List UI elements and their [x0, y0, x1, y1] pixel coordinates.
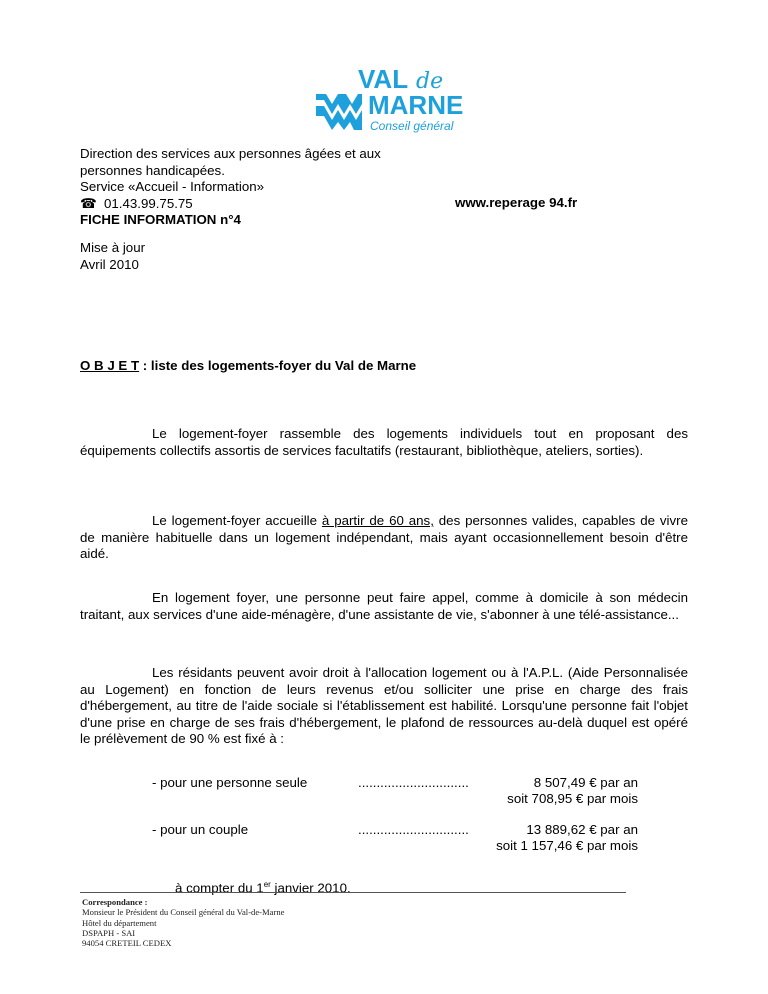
svg-text:Conseil général: Conseil général [370, 119, 454, 133]
paragraph-text: Les résidants peuvent avoir droit à l'allocation logement ou à l'A.P.L. (Aide Personnalisée au Logement) en fonction de leurs revenus et/ou solliciter une prise en charge des frais d'hébergement, au titre de l'aide sociale si l'établissement est habilité. Lorsqu'une personne fait l'objet d'une prise en charge de ses frais d'hébergement, le plafond de ressources au-delà duquel est opéré le prélèvement de 90 % est fixé à : [80, 665, 688, 746]
fiche-number: FICHE INFORMATION n°4 [80, 212, 241, 227]
update-value: Avril 2010 [80, 256, 139, 272]
effective-date [175, 877, 351, 897]
svg-text:MARNE: MARNE [368, 90, 464, 120]
age-requirement: à partir de 60 ans, [321, 513, 434, 528]
ceiling-label: - pour un couple [152, 822, 249, 837]
svg-text:de: de [416, 69, 444, 94]
footer-line: Hôtel du département [82, 917, 157, 928]
paragraph-text: Le logement-foyer rassemble des logements individuels tout en proposant des équipements collectifs assortis de services facultatifs (restaurant, bibliothèque, ateliers, sorties). [80, 426, 688, 458]
header-line: Direction des services aux personnes âgées et aux [80, 146, 381, 161]
ordinal-suffix: er [263, 880, 271, 889]
effective-text: à compter du 1 [175, 880, 264, 896]
paragraph-text: En logement foyer, une personne peut faire appel, comme à domicile à son médecin traitant, aux services d'une aide-ménagère, d'une assistante de vie, s'abonner à une télé-assistance... [80, 590, 688, 622]
update-date [80, 240, 145, 273]
leader-dots: .............................. [358, 822, 469, 837]
leader-dots: .............................. [358, 775, 469, 790]
phone-icon: ☎ [80, 195, 97, 211]
val-de-marne-logo [312, 64, 472, 134]
ceiling-month: soit 1 157,46 € par mois [496, 838, 638, 853]
website-link[interactable]: www.reperage 94.fr [455, 195, 578, 210]
footer-line: Monsieur le Président du Conseil général du Val-de-Marne [82, 907, 285, 918]
ceiling-label: - pour une personne seule [152, 775, 308, 790]
ceiling-month: soit 708,95 € par mois [507, 791, 638, 806]
paragraph [80, 665, 688, 748]
ceiling-year: 13 889,62 € par an [526, 822, 638, 837]
footer-title: Correspondance : [82, 897, 148, 907]
effective-text: janvier 2010. [270, 880, 351, 896]
paragraph [80, 513, 688, 563]
paragraph [80, 426, 688, 459]
service-name: Service «Accueil - Information» [80, 179, 265, 194]
paragraph [80, 590, 688, 623]
phone-number: 01.43.99.75.75 [103, 195, 193, 211]
paragraph-text: des personnes valides, capables de vivre de manière habituelle dans un logement indépendant, mais ayant occasionnellement besoin d'être aidé. [80, 513, 688, 561]
update-label: Mise à jour [80, 240, 146, 255]
subject-text: : liste des logements-foyer du Val de Marne [139, 358, 417, 373]
ceiling-year: 8 507,49 € par an [533, 775, 638, 790]
paragraph-text: Le logement-foyer accueille [152, 513, 322, 528]
subject-line [80, 358, 416, 373]
header-line: personnes handicapées. [80, 162, 225, 178]
footer-line: 94054 CRETEIL CEDEX [82, 938, 172, 949]
footer-divider [80, 892, 626, 893]
phone-line [80, 196, 460, 213]
footer-line: DSPAPH - SAI [82, 927, 136, 938]
subject-label: O B J E T [80, 358, 140, 373]
footer-address [82, 897, 284, 948]
sender-header [80, 146, 460, 229]
svg-text:VAL: VAL [358, 64, 409, 94]
